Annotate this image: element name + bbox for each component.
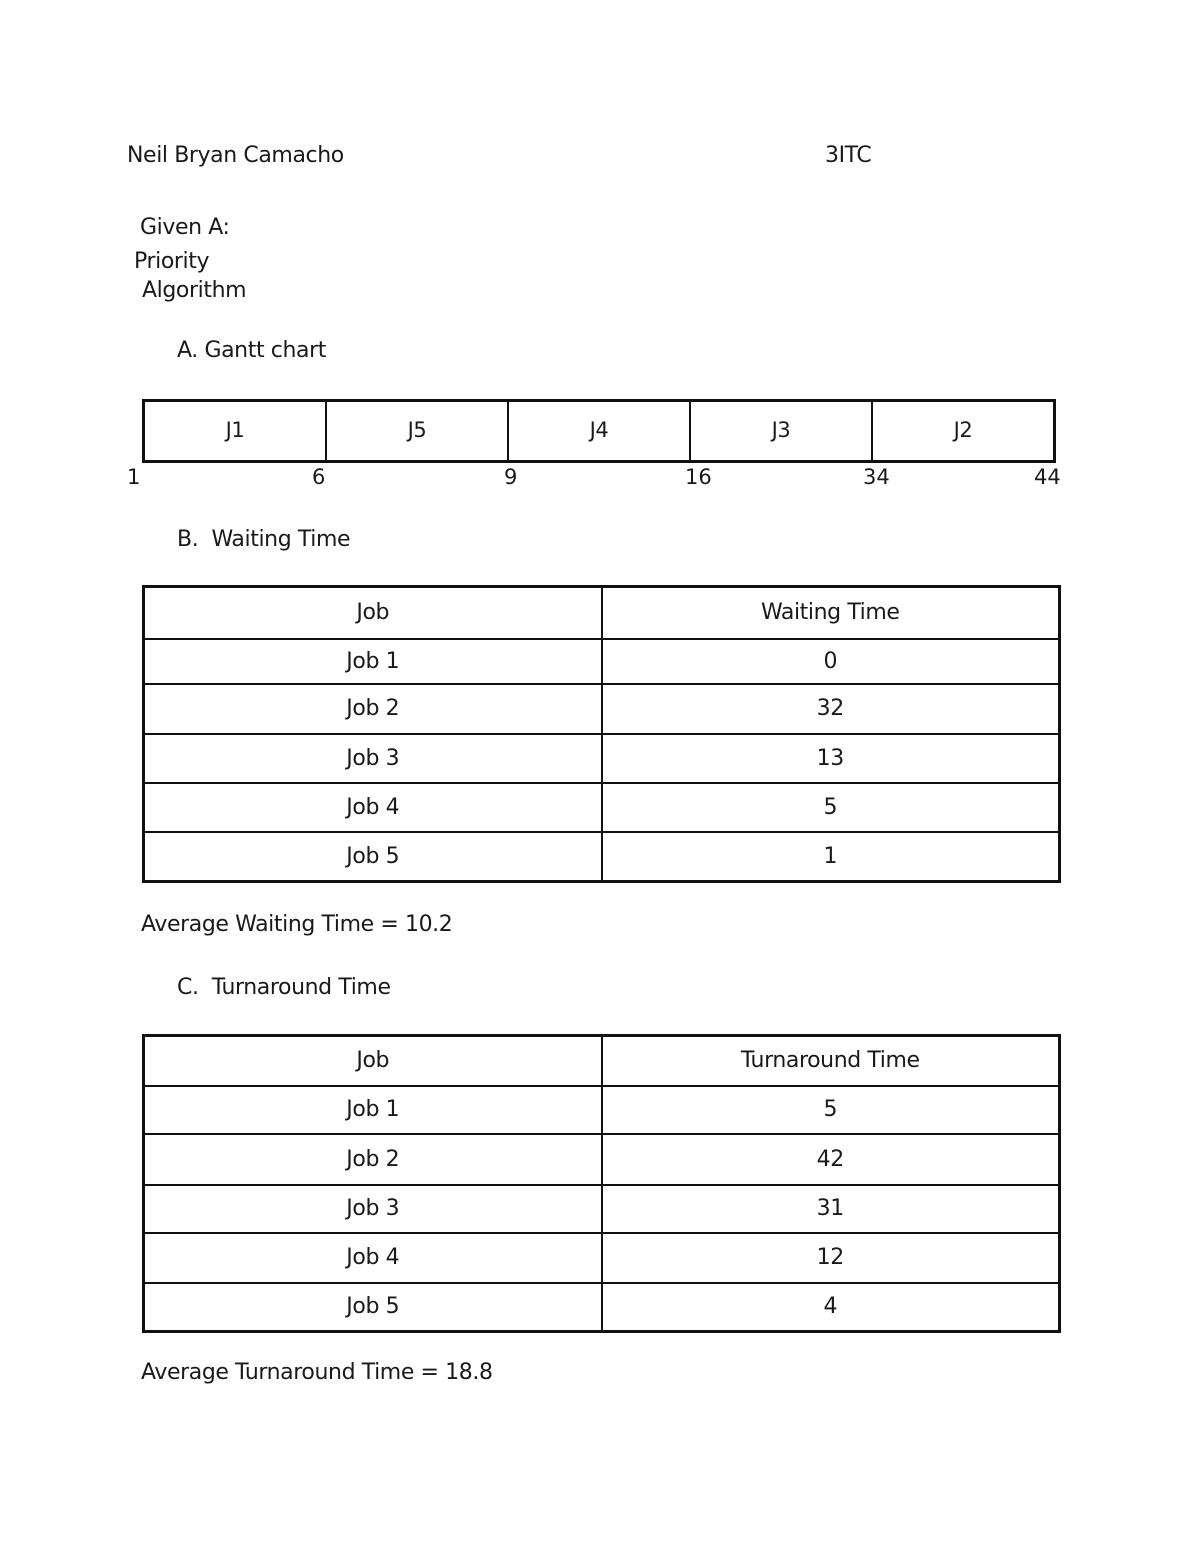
table-row [144,734,1060,783]
table-cell: Job 1 [144,1086,602,1134]
gantt-chart [142,399,1056,463]
gantt-tick: 16 [685,465,712,489]
table-row [144,1086,1060,1134]
turnaround-heading-letter: C. [177,975,199,1000]
gantt-heading: A. Gantt chart [177,338,326,363]
table-row [144,1134,1060,1185]
waiting-heading [177,527,350,552]
gantt-tick: 44 [1034,465,1061,489]
table-row [144,1283,1060,1332]
table-cell: 32 [602,684,1060,734]
table-cell: Job 5 [144,1283,602,1332]
column-header: Waiting Time [602,587,1060,639]
table-cell: 12 [602,1233,1060,1283]
average-turnaround-time: Average Turnaround Time = 18.8 [141,1360,493,1385]
table-row [144,783,1060,832]
gantt-tick: 6 [312,465,326,489]
waiting-heading-letter: B. [177,527,199,552]
table-cell: Job 2 [144,684,602,734]
waiting-heading-text: Waiting Time [211,527,351,552]
table-cell: Job 2 [144,1134,602,1185]
column-header: Job [144,587,602,639]
student-section: 3ITC [825,143,872,168]
turnaround-heading-text: Turnaround Time [211,975,391,1000]
column-header: Turnaround Time [602,1036,1060,1086]
table-cell: Job 4 [144,1233,602,1283]
table-cell: Job 3 [144,734,602,783]
gantt-block: J4 [509,402,691,460]
table-cell: Job 1 [144,639,602,684]
given-label: Given A: [140,215,230,240]
table-row [144,832,1060,882]
table-cell: Job 3 [144,1185,602,1233]
gantt-tick: 1 [127,465,141,489]
given-priority: Priority [134,249,210,274]
table-cell: 4 [602,1283,1060,1332]
gantt-tick: 9 [504,465,518,489]
table-cell: 1 [602,832,1060,882]
table-cell: Job 5 [144,832,602,882]
table-cell: 13 [602,734,1060,783]
gantt-block: J2 [953,418,973,442]
turnaround-heading [177,975,391,1000]
table-header-row [144,587,1060,639]
table-row [144,1185,1060,1233]
table-row [144,639,1060,684]
table-row [144,1233,1060,1283]
gantt-block: J5 [327,402,509,460]
table-cell: 5 [602,1086,1060,1134]
student-name: Neil Bryan Camacho [127,143,344,168]
table-cell: Job 4 [144,783,602,832]
given-algorithm: Algorithm [142,278,247,303]
waiting-time-table [142,585,1061,883]
table-header-row [144,1036,1060,1086]
gantt-tick: 34 [863,465,890,489]
table-cell: 31 [602,1185,1060,1233]
table-cell: 42 [602,1134,1060,1185]
column-header: Job [144,1036,602,1086]
table-cell: 0 [602,639,1060,684]
average-waiting-time: Average Waiting Time = 10.2 [141,912,453,937]
gantt-block: J1 [145,402,327,460]
turnaround-time-table [142,1034,1061,1333]
gantt-block: J3 [691,402,873,460]
table-cell: 5 [602,783,1060,832]
table-row [144,684,1060,734]
